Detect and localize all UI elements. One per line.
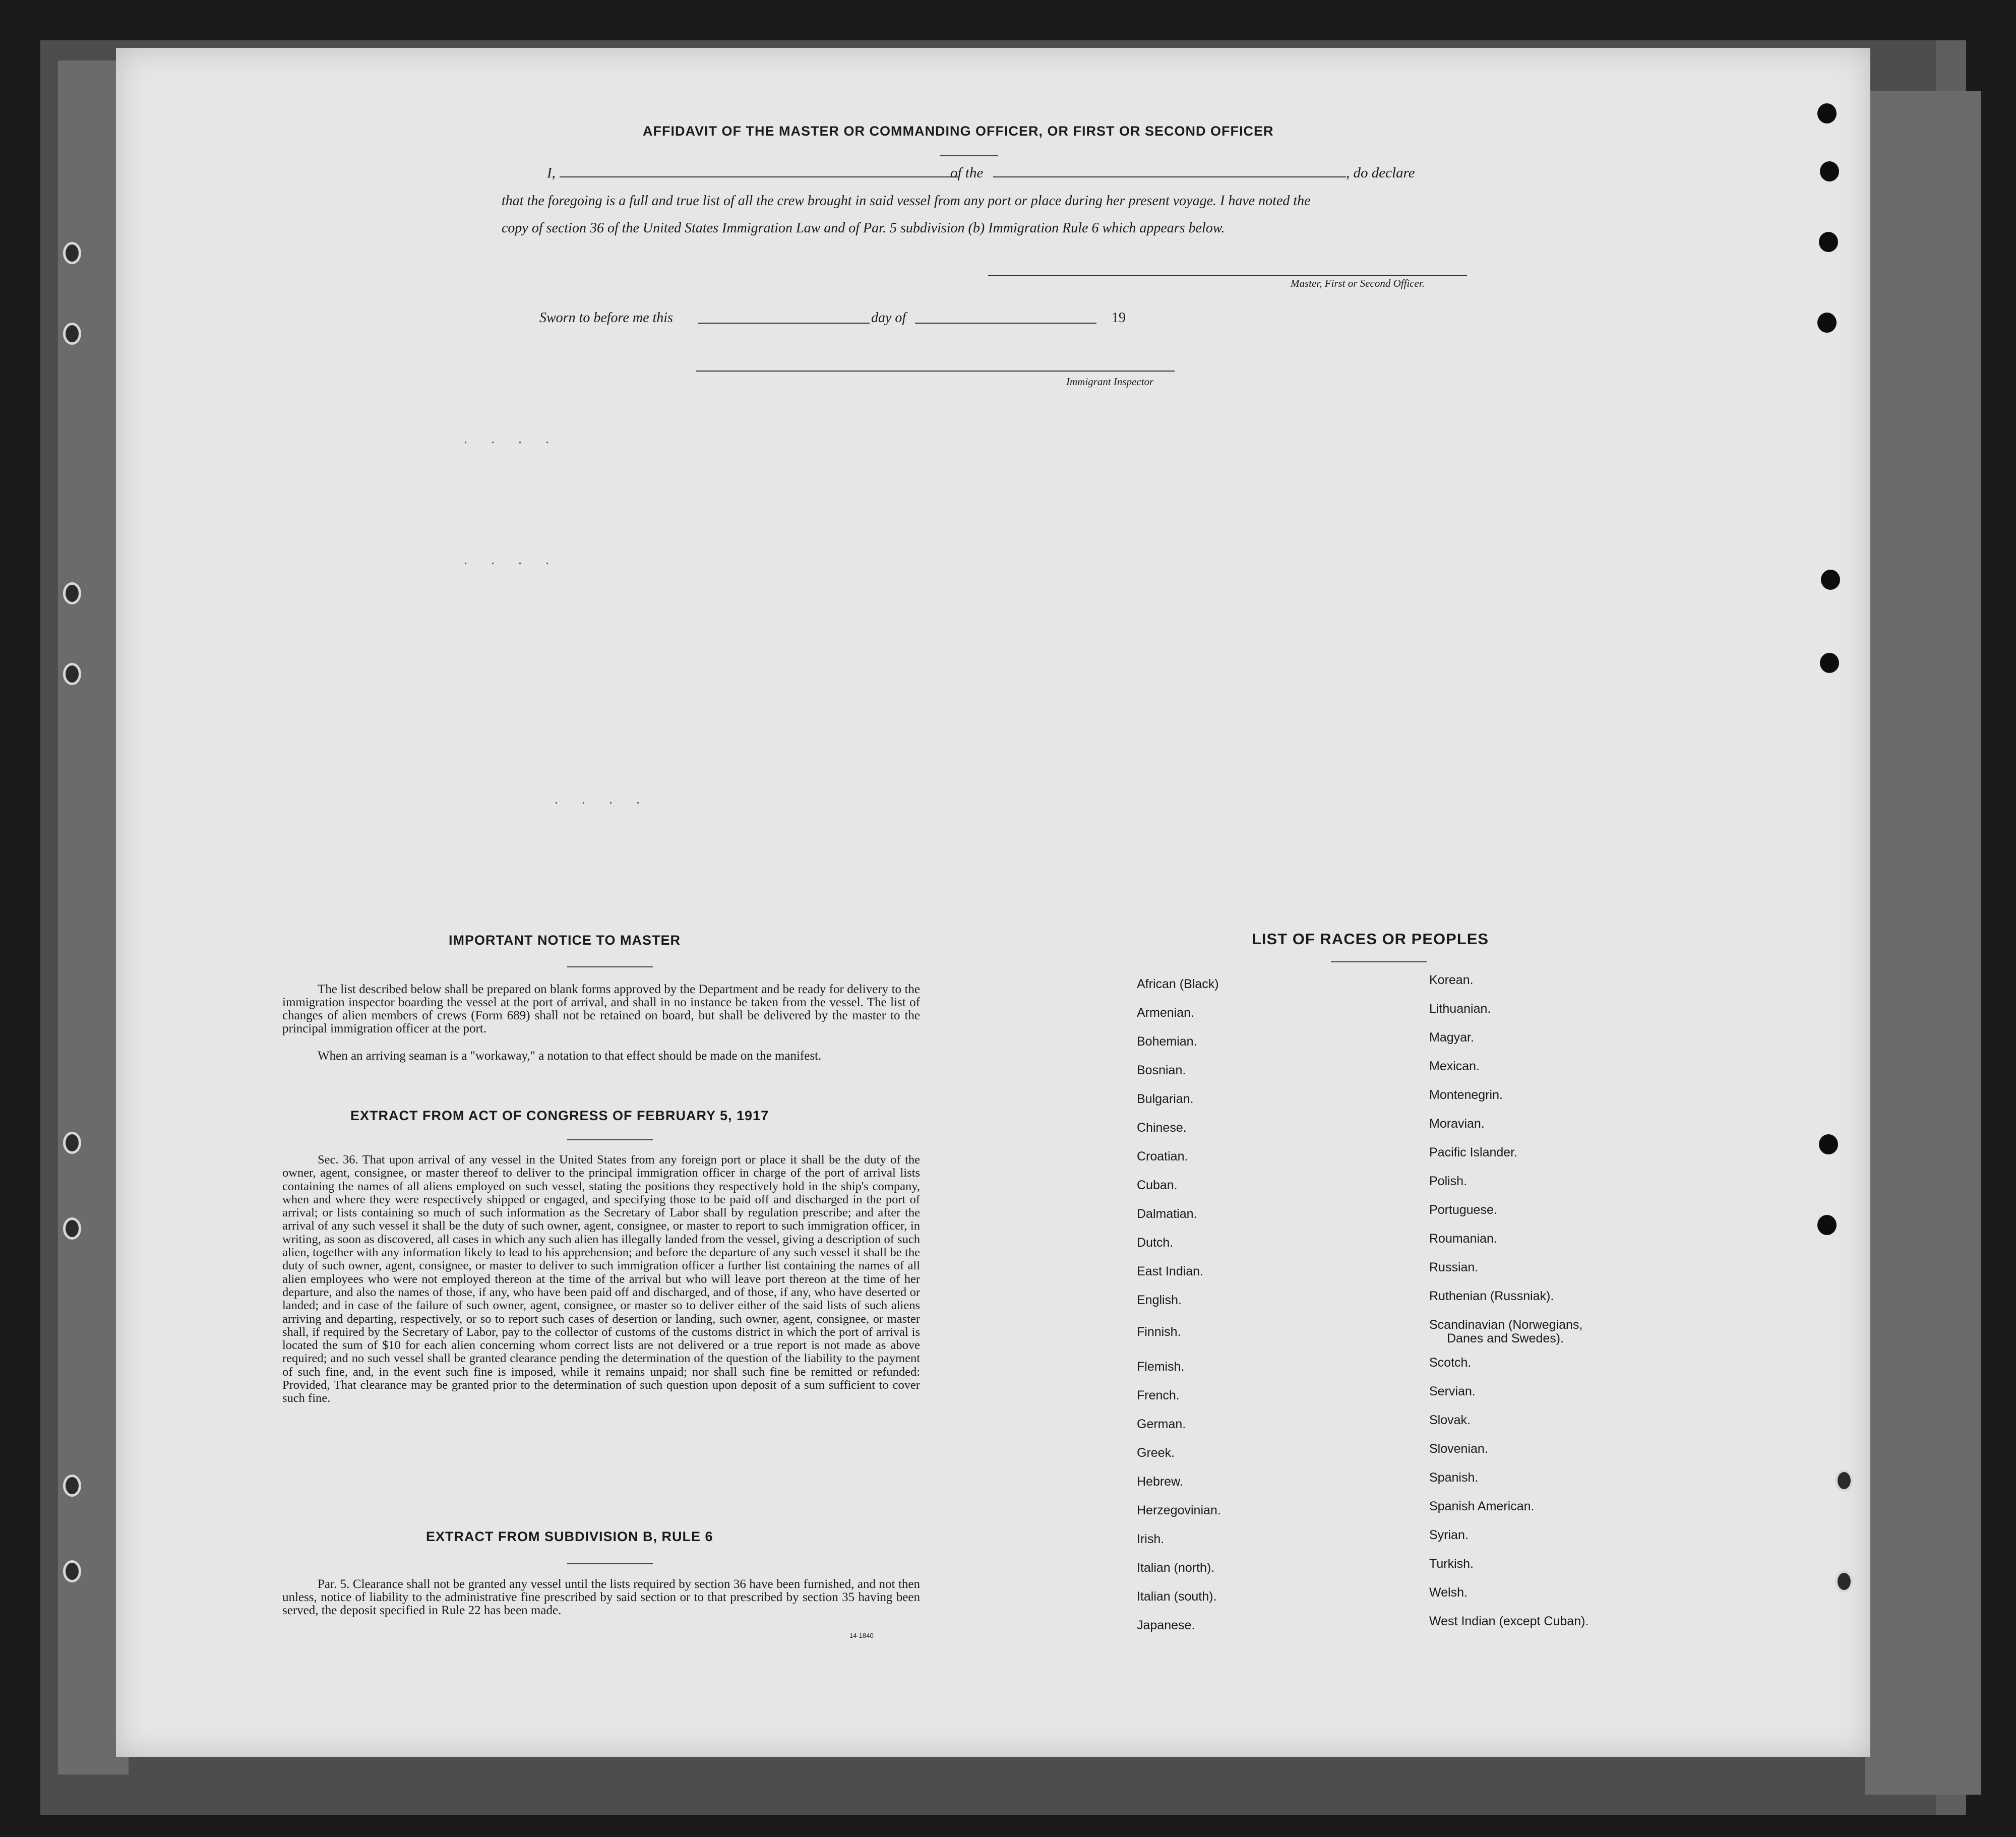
divider <box>567 1563 653 1564</box>
binder-hole <box>63 663 81 685</box>
divider <box>567 966 653 967</box>
race-right-item: Magyar. <box>1429 1030 1474 1045</box>
race-right-item: Lithuanian. <box>1429 1002 1491 1016</box>
binder-hole <box>1820 161 1839 181</box>
affidavit-do-declare: , do declare <box>1346 165 1415 181</box>
notice-para-1: The list described below shall be prepared on blank forms approved by the Department and be ready for delivery to the immigration inspector boarding the vessel at the port of arrival, and shall in no instance be taken from the vessel. The list of changes of alien members of crews (Form 689) shall not be retained on board, but shall be delivered by the master to the principal immigration officer at the port. <box>282 983 920 1035</box>
race-left-item: Dalmatian. <box>1137 1207 1197 1221</box>
race-right-item: Slovenian. <box>1429 1442 1488 1456</box>
notice-title: IMPORTANT NOTICE TO MASTER <box>449 933 681 948</box>
race-right-item: Mexican. <box>1429 1059 1480 1073</box>
race-left-item: Bohemian. <box>1137 1034 1197 1049</box>
binder-hole <box>1817 313 1837 333</box>
binder-hole <box>63 1475 81 1497</box>
race-left-item: Dutch. <box>1137 1236 1174 1250</box>
race-left-item: East Indian. <box>1137 1264 1204 1278</box>
form-number: 14-1840 <box>849 1632 874 1639</box>
race-left-item: Croatian. <box>1137 1149 1188 1164</box>
day-of-label: day of <box>871 310 906 326</box>
race-left-item: Greek. <box>1137 1446 1175 1460</box>
race-right-item: Montenegrin. <box>1429 1088 1503 1102</box>
dot-leader: . . . . <box>555 791 650 807</box>
race-right-item: Slovak. <box>1429 1413 1471 1427</box>
race-left-item: Italian (south). <box>1137 1589 1217 1604</box>
races-title: LIST OF RACES OR PEOPLES <box>1252 930 1489 948</box>
race-right-item: Korean. <box>1429 973 1474 987</box>
race-right-item: Scotch. <box>1429 1356 1472 1370</box>
race-left-item: Armenian. <box>1137 1006 1194 1020</box>
race-left-item: French. <box>1137 1388 1180 1402</box>
binder-hole <box>1819 1134 1838 1154</box>
binder-hole <box>63 1217 81 1240</box>
race-right-item: Russian. <box>1429 1260 1479 1274</box>
binder-hole <box>1835 1570 1853 1593</box>
race-left-item: Herzegovinian. <box>1137 1503 1221 1517</box>
extract-act-text: Sec. 36. That upon arrival of any vessel in the United States from any foreign port or place it shall be the duty of the owner, agent, consignee, or master thereof to deliver to the principal immigration officer in charge of the port of arrival lists containing the names of all aliens employed on such vessel, stating the positions they respectively hold in the ship's company, when and where they were respectively shipped or engaged, and specifying those to be paid off and discharged in the port of arrival; or lists containing so much of such information as the Secretary of Labor shall by regulation prescribe; and after the arrival of any such vessel it shall be the duty of such owner, agent, consignee, or master to report to such immigration officer, in writing, as soon as discovered, all cases in which any such alien has illegally landed from the vessel, giving a description of such alien, together with any information likely to lead to his apprehension; and before the departure of any such vessel it shall be the duty of such owner, agent, consignee, or master to deliver to such immigration officer a further list containing the names of all alien employees who were not employed thereon at the time of the arrival but who will leave port thereon at the time of her departure, and also the names of those, if any, who have been paid off and discharged, and of those, if any, who have deserted or landed; and in case of the failure of such owner, agent, consignee, or master so to deliver either of the said lists of such aliens arriving and departing, respectively, or so to report such cases of desertion or landing, such owner, agent, consignee, or master shall, if required by the Secretary of Labor, pay to the collector of customs of the customs district in which the port of arrival is located the sum of $10 for each alien concerning whom correct lists are not delivered or a true report is not made as above required; and no such vessel shall be granted clearance pending the determination of the question of the liability to the payment of such fine, and, in the event such fine is imposed, while it remains unpaid; nor shall such fine be remitted or refunded: Provided, That clearance may be granted prior to the determination of such question upon deposit of a sum sufficient to cover such fine. <box>282 1153 920 1405</box>
race-left-item: Flemish. <box>1137 1360 1185 1374</box>
sworn-day-field[interactable] <box>698 323 870 324</box>
race-right-item: Danes and Swedes). <box>1447 1331 1564 1345</box>
affidavit-title: AFFIDAVIT OF THE MASTER OR COMMANDING OFFICER, OR FIRST OR SECOND OFFICER <box>643 124 1274 139</box>
race-left-item: Finnish. <box>1137 1325 1181 1339</box>
race-left-item: Chinese. <box>1137 1121 1187 1135</box>
divider <box>940 155 998 156</box>
binder-hole <box>1817 103 1837 124</box>
extract-rule-text: Par. 5. Clearance shall not be granted any vessel until the lists required by section 36 have been furnished, and not then unless, notice of liability to the administrative fine prescribed by said section or to that prescribed by section 35 having been served, the deposit specified in Rule 22 has been made. <box>282 1577 920 1617</box>
race-right-item: Syrian. <box>1429 1528 1469 1542</box>
binder-hole <box>63 323 81 345</box>
race-right-item: Ruthenian (Russniak). <box>1429 1289 1554 1303</box>
form-page <box>116 48 1870 1757</box>
race-right-item: Moravian. <box>1429 1117 1485 1131</box>
race-left-item: Bulgarian. <box>1137 1092 1194 1106</box>
inspector-caption: Immigrant Inspector <box>1066 376 1154 388</box>
binder-hole <box>63 1560 81 1582</box>
affidavit-line-3: copy of section 36 of the United States Immigration Law and of Par. 5 subdivision (b) Immigration Rule 6 which appears below. <box>502 220 1225 236</box>
race-right-item: Turkish. <box>1429 1557 1474 1571</box>
race-right-item: Pacific Islander. <box>1429 1145 1518 1159</box>
race-left-item: Cuban. <box>1137 1178 1178 1192</box>
race-right-item: Spanish. <box>1429 1471 1479 1485</box>
affidavit-line-2: that the foregoing is a full and true list of all the crew brought in said vessel from any port or place during her present voyage. I have noted the <box>502 193 1311 209</box>
officer-name-field[interactable] <box>560 176 958 177</box>
sworn-label: Sworn to before me this <box>539 310 673 326</box>
race-right-item: Roumanian. <box>1429 1232 1497 1246</box>
race-right-item: Servian. <box>1429 1384 1476 1398</box>
extract-rule-title: EXTRACT FROM SUBDIVISION B, RULE 6 <box>426 1529 713 1544</box>
race-left-item: English. <box>1137 1293 1182 1307</box>
race-left-item: Japanese. <box>1137 1618 1195 1632</box>
race-right-item: Scandinavian (Norwegians, <box>1429 1318 1583 1332</box>
race-left-item: Irish. <box>1137 1532 1165 1546</box>
extract-act-title: EXTRACT FROM ACT OF CONGRESS OF FEBRUARY 5, 1917 <box>350 1108 769 1123</box>
binder-hole <box>1835 1469 1853 1492</box>
race-left-item: German. <box>1137 1417 1186 1431</box>
inspector-signature-field[interactable] <box>696 371 1175 372</box>
sworn-month-field[interactable] <box>915 323 1096 324</box>
binder-hole <box>1821 570 1840 590</box>
right-page-edge <box>1865 91 1981 1795</box>
dot-leader: . . . . <box>464 552 559 568</box>
dot-leader: . . . . <box>464 431 559 447</box>
master-signature-field[interactable] <box>988 275 1467 276</box>
binder-hole <box>1817 1215 1837 1235</box>
binder-hole <box>63 242 81 264</box>
race-right-item: West Indian (except Cuban). <box>1429 1614 1589 1628</box>
race-right-item: Welsh. <box>1429 1585 1468 1600</box>
race-left-item: Bosnian. <box>1137 1063 1186 1077</box>
binder-hole <box>63 582 81 604</box>
notice-para-2: When an arriving seaman is a "workaway," a notation to that effect should be made on the manifest. <box>318 1049 822 1063</box>
race-right-item: Polish. <box>1429 1174 1468 1188</box>
affidavit-i-label: I, <box>547 165 556 181</box>
master-signature-caption: Master, First or Second Officer. <box>1291 277 1425 289</box>
race-left-item: Italian (north). <box>1137 1561 1215 1575</box>
binder-hole <box>1819 232 1838 252</box>
vessel-name-field[interactable] <box>993 176 1346 177</box>
binder-hole <box>1820 653 1839 673</box>
year-prefix: 19 <box>1112 310 1126 326</box>
race-right-item: Portuguese. <box>1429 1203 1497 1217</box>
race-left-item: Hebrew. <box>1137 1475 1183 1489</box>
binder-hole <box>63 1132 81 1154</box>
divider <box>1331 961 1427 962</box>
divider <box>567 1139 653 1140</box>
affidavit-of-the: of the <box>950 165 984 181</box>
race-right-item: Spanish American. <box>1429 1499 1535 1513</box>
race-left-item: African (Black) <box>1137 977 1219 991</box>
